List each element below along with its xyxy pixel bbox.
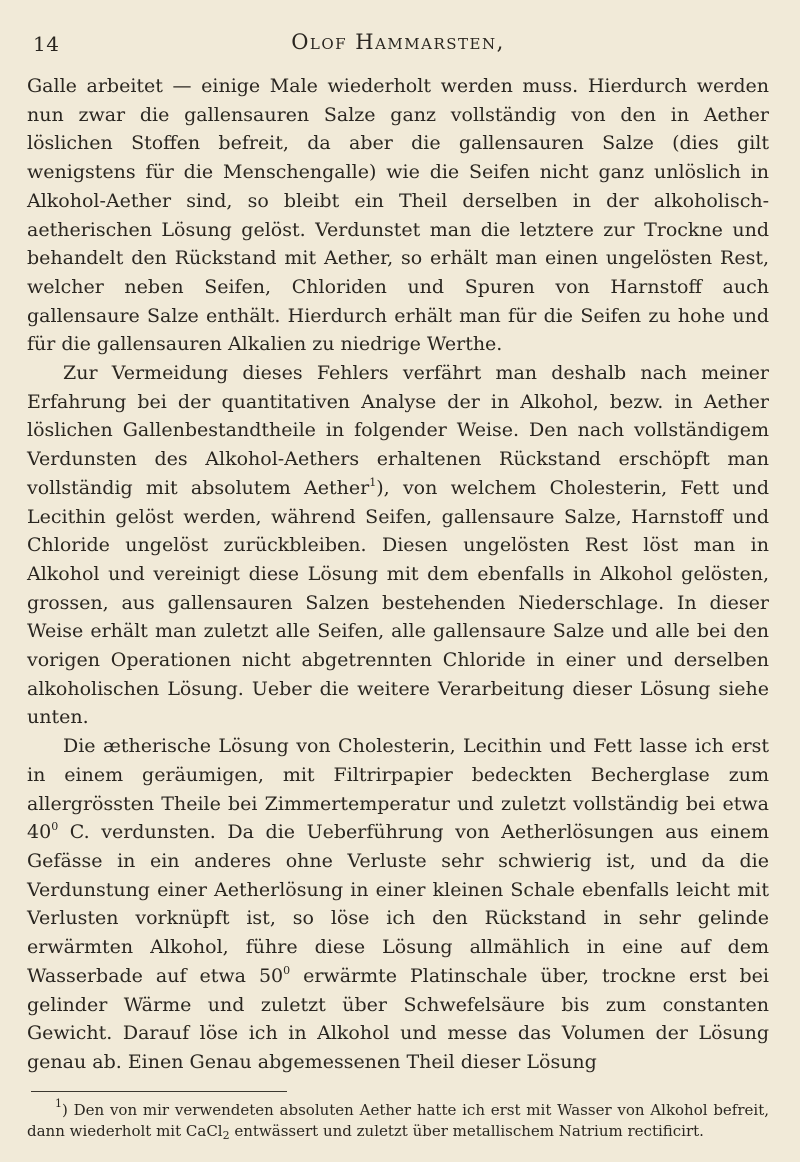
paragraph-1: Galle arbeitet — einige Male wiederholt werden muss. Hierdurch werden nun zwar die gallensauren Salze ganz vollständig von den in Aether löslichen Stoffen befreit, da aber die gallensauren Salze (dies gilt wenigstens für die Menschengalle) wie die Seifen nicht ganz unlöslich in Alkohol-Aether sind, so bleibt ein Theil derselben in der alkoholisch-aetherischen Lösung gelöst. Verdunstet man die letztere zur Trockne und behandelt den Rückstand mit Aether, so erhält man einen ungelösten Rest, welcher neben Seifen, Chloriden und Spuren von Harnstoff auch gallensaure Salze enthält. Hierdurch erhält man für die Seifen zu hohe und für die gallensauren Alkalien zu niedrige Werthe.: [27, 75, 769, 356]
running-title: Olof Hammarsten,: [291, 30, 505, 54]
footnote-text-b: entwässert und zuletzt über metallischem Natrium rectificirt.: [229, 1122, 704, 1141]
footnote-text-a: ) Den von mir verwendeten absoluten Aether hatte ich erst mit Wasser von Alkohol befreit, dann wiederholt mit CaCl: [27, 1100, 769, 1141]
paragraph-3-text-a: Die ætherische Lösung von Cholesterin, Lecithin und Fett lasse ich erst in einem geräumigen, mit Filtrirpapier bedeckten Becherglase zum allergrössten Theile bei Zimmertemperatur und zuletzt vollständig bei etwa 40: [27, 735, 769, 844]
footnote: [27, 1096, 769, 1143]
paragraph-2-text-b: ), von welchem Cholesterin, Fett und Lecithin gelöst werden, während Seifen, gallensaure Salze, Harnstoff und Chloride ungelöst zurückbleiben. Diesen ungelösten Rest löst man in Alkohol und vereinigt diese Lösung mit dem ebenfalls in Alkohol gelösten, grossen, aus gallensauren Salzen bestehenden Niederschlage. In dieser Weise erhält man zuletzt alle Seifen, alle gallensaure Salze und alle bei den vorigen Operationen nicht abgetrennten Chloride in einer und derselben alkoholischen Lösung. Ueber die weitere Verarbeitung dieser Lösung siehe unten.: [27, 476, 769, 729]
paragraph-3-text-b: C. verdunsten. Da die Ueberführung von Aetherlösungen aus einem Gefässe in ein anderes ohne Verluste sehr schwierig ist, und da die Verdunstung einer Aetherlösung in einer kleinen Schale ebenfalls leicht mit Verlusten vorknüpft ist, so löse ich den Rückstand in sehr gelinde erwärmten Alkohol, führe diese Lösung allmählich in eine auf dem Wasserbade auf etwa 50: [27, 821, 769, 987]
footnote-reference: 1: [369, 475, 377, 489]
book-page: [27, 0, 769, 1143]
paragraph-2: [27, 359, 769, 732]
running-head: [27, 0, 769, 60]
footnote-subscript: 2: [222, 1129, 230, 1143]
degree-mark-1: 0: [51, 820, 59, 834]
paragraph-2-text-a: Zur Vermeidung dieses Fehlers verfährt man deshalb nach meiner Erfahrung bei der quantitativen Analyse der in Alkohol, bezw. in Aether löslichen Gallenbestandtheile in folgender Weise. Den nach vollständigem Verdunsten des Alkohol-Aethers erhaltenen Rückstand erschöpft man vollständig mit absolutem Aether: [27, 362, 769, 499]
degree-mark-2: 0: [283, 963, 291, 977]
body-text: [27, 72, 769, 1077]
page-number: 14: [33, 32, 60, 56]
paragraph-3: [27, 732, 769, 1076]
footnote-divider: [31, 1091, 287, 1092]
footnote-marker: 1: [55, 1096, 62, 1110]
paragraph-3-text-c: erwärmte Platinschale über, trockne erst bei gelinder Wärme und zuletzt über Schwefelsäure bis zum constanten Gewicht. Darauf löse ich in Alkohol und messe das Volumen der Lösung genau ab. Einen Genau abgemessenen Theil dieser Lösung: [27, 964, 769, 1073]
